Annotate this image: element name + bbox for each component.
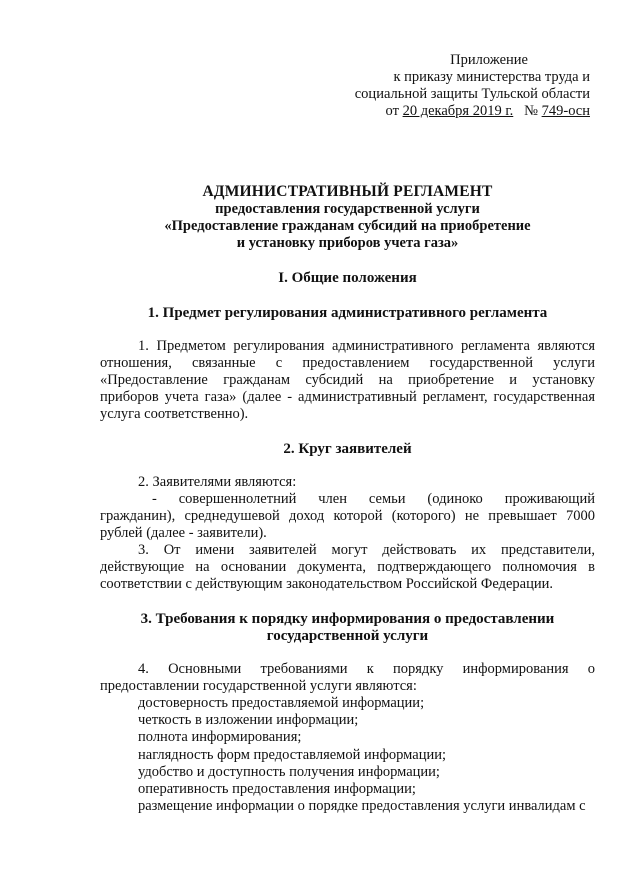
list-item: оперативность предоставления информации; xyxy=(138,781,416,798)
paragraph-2-line-2: - совершеннолетний член семьи (одиноко проживающий xyxy=(152,491,595,507)
appendix-date-line xyxy=(300,103,590,120)
subsection-1-heading: 1. Предмет регулирования административного регламента xyxy=(147,305,548,321)
paragraph-1-line-1: 1. Предметом регулирования административного регламента являются xyxy=(138,338,595,354)
appendix-date-prefix: от xyxy=(385,103,403,119)
section-1-heading: I. Общие положения xyxy=(278,270,417,286)
paragraph-3-line-3: соответствии с действующим законодательством Российской Федерации. xyxy=(100,576,553,592)
list-item: достоверность предоставляемой информации; xyxy=(138,695,425,711)
paragraph-1-line-3: «Предоставление гражданам субсидий на приобретение и установку xyxy=(100,372,595,388)
subsection-3-heading-line-1: 3. Требования к порядку информирования о предоставлении xyxy=(140,611,555,627)
paragraph-2 xyxy=(100,474,595,593)
list-item: полнота информирования; xyxy=(138,729,302,746)
paragraph-2-line-4: рублей (далее - заявители). xyxy=(100,525,267,541)
paragraph-4-line-2: предоставлении государственной услуги являются: xyxy=(100,678,417,694)
appendix-number: 749-осн xyxy=(541,103,590,119)
appendix-label: Приложение xyxy=(450,52,528,68)
requirements-list xyxy=(138,695,598,815)
paragraph-2-line-3: гражданин), среднедушевой доход которой (которого) не превышает 7000 xyxy=(100,508,595,524)
appendix-ministry-line: социальной защиты Тульской области xyxy=(354,86,590,102)
paragraph-4-line-1: 4. Основными требованиями к порядку информирования о xyxy=(138,661,595,677)
appendix-block xyxy=(300,52,590,120)
list-item: размещение информации о порядке предоставления услуги инвалидам с xyxy=(138,798,586,815)
paragraph-3-line-2: действующие на основании документа, подтверждающего полномочия в xyxy=(100,559,595,575)
list-item: наглядность форм предоставляемой информации; xyxy=(138,746,446,763)
regulation-title xyxy=(100,183,595,252)
title-line-4: и установку приборов учета газа» xyxy=(236,235,459,251)
paragraph-1-line-5: услуга соответственно). xyxy=(100,406,249,422)
paragraph-1-line-4: приборов учета газа» (далее - административный регламент, государственная xyxy=(100,389,595,405)
appendix-number-label: № xyxy=(524,103,542,119)
title-line-3: «Предоставление гражданам субсидий на приобретение xyxy=(164,218,531,234)
paragraph-1-line-2: отношения, связанные с предоставлением государственной услуги xyxy=(100,355,595,371)
appendix-date: 20 декабря 2019 г. xyxy=(402,103,514,119)
paragraph-4 xyxy=(100,661,595,695)
title-line-2: предоставления государственной услуги xyxy=(215,201,480,217)
paragraph-2-line-1: 2. Заявителями являются: xyxy=(138,474,297,490)
list-item: удобство и доступность получения информации; xyxy=(138,763,440,780)
paragraph-3-line-1: 3. От имени заявителей могут действовать их представители, xyxy=(138,542,595,558)
subsection-3-heading-line-2: государственной услуги xyxy=(266,628,429,644)
subsection-2-heading: 2. Круг заявителей xyxy=(283,441,412,457)
subsection-3-heading xyxy=(100,611,595,645)
paragraph-1 xyxy=(100,338,595,423)
title-main: АДМИНИСТРАТИВНЫЙ РЕГЛАМЕНТ xyxy=(202,183,493,200)
list-item: четкость в изложении информации; xyxy=(138,712,359,729)
appendix-order-line: к приказу министерства труда и xyxy=(393,69,590,85)
